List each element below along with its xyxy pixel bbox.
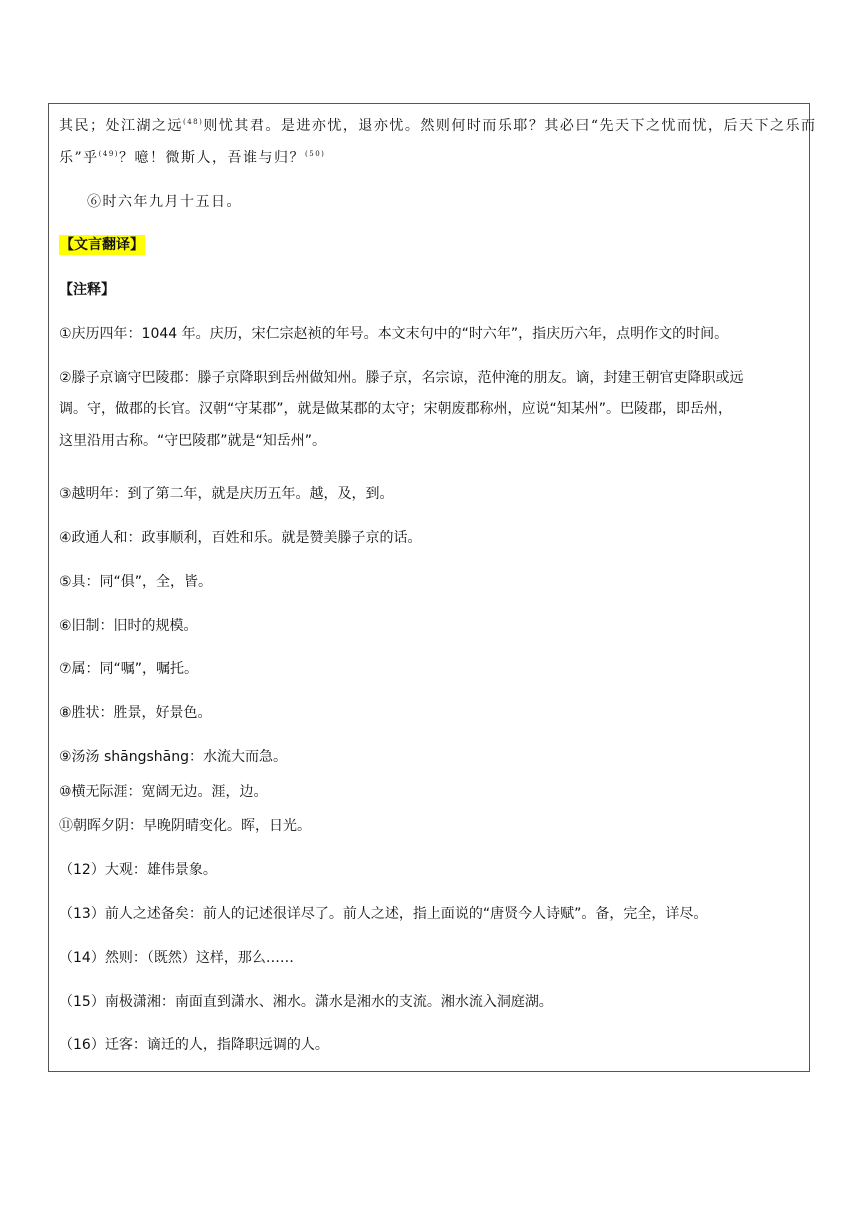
passage-text: 则忧其君。是进亦忧，退亦忧。然则何时而乐耶？其必曰“先天下之忧而忧，后天下之乐而	[203, 118, 817, 134]
note-line: ⑪朝晖夕阴：早晚阴晴变化。晖，日光。	[59, 818, 311, 834]
note-line: ⑤具：同“俱”，全，皆。	[59, 574, 213, 590]
note-line: 这里沿用古称。“守巴陵郡”就是“知岳州”。	[59, 433, 327, 449]
note-line: 调。守，做郡的长官。汉朝“守某郡”，就是做某郡的太守；宋朝废郡称州，应说“知某州”。巴陵郡，即岳州，	[59, 401, 733, 417]
passage-text: ？噫！微斯人，吾谁与归？	[119, 150, 306, 166]
note-line: ④政通人和：政事顺利，百姓和乐。就是赞美滕子京的话。	[59, 530, 422, 546]
note-line: （14）然则：（既然）这样，那么……	[59, 950, 294, 966]
footnote-ref: (50)	[305, 150, 326, 158]
document-frame	[48, 103, 817, 1072]
passage-text: 其民；处江湖之远	[59, 118, 183, 134]
note-line: （15）南极潇湘：南面直到潇水、湘水。潇水是湘水的支流。湘水流入洞庭湖。	[59, 994, 553, 1010]
note-line: ⑩横无际涯：宽阔无边。涯，边。	[59, 784, 268, 800]
note-line: ⑨汤汤 shāngshāng：水流大而急。	[59, 749, 288, 765]
note-line: （13）前人之述备矣：前人的记述很详尽了。前人之述，指上面说的“唐贤今人诗赋”。备，完全，详尽。	[59, 906, 708, 922]
note-line: ①庆历四年：1044 年。庆历，宋仁宗赵祯的年号。本文末句中的“时六年”，指庆历六年，点明作文的时间。	[59, 326, 729, 342]
section-heading	[59, 236, 145, 254]
passage-line	[59, 117, 817, 135]
passage-line: ⑥时六年九月十五日。	[87, 194, 242, 210]
note-line: ⑧胜状：胜景，好景色。	[59, 705, 212, 721]
note-line: ②滕子京谪守巴陵郡：滕子京降职到岳州做知州。滕子京，名宗谅，范仲淹的朋友。谪，封建王朝官吏降职或远	[59, 370, 744, 386]
footnote-ref: (49)	[98, 150, 120, 158]
note-line: ⑦属：同“嘱”，嘱托。	[59, 661, 199, 677]
note-line: ③越明年：到了第二年，就是庆历五年。越，及，到。	[59, 486, 394, 502]
footnote-ref: (48)	[183, 118, 204, 126]
passage-text: 乐”乎	[59, 150, 99, 166]
note-line: ⑥旧制：旧时的规模。	[59, 618, 198, 634]
section-heading-text: 【文言翻译】	[60, 237, 144, 253]
passage-line	[59, 149, 325, 167]
notes-heading: 【注释】	[59, 282, 115, 298]
note-line: （16）迁客：谪迁的人，指降职远调的人。	[59, 1037, 329, 1053]
note-line: （12）大观：雄伟景象。	[59, 862, 217, 878]
